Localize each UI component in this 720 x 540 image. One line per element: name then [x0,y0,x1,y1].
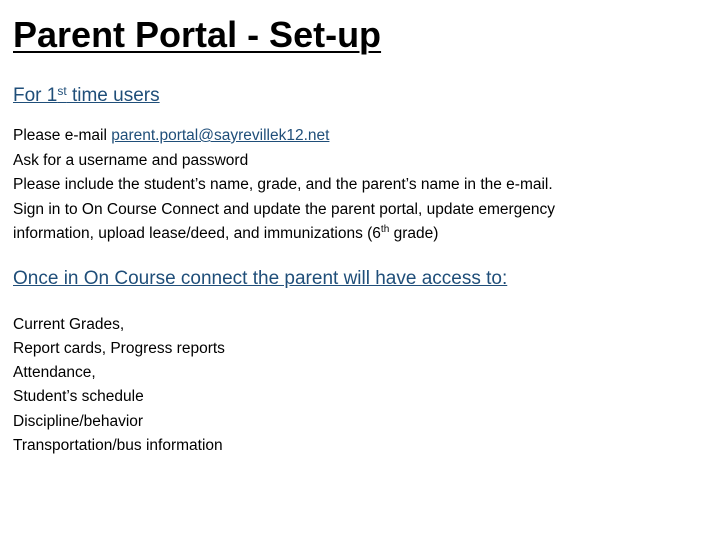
first-time-users-heading [13,84,703,108]
update-info-prefix: information, upload lease/deed, and immunizations (6 [13,225,381,242]
email-link[interactable]: parent.portal@sayrevillek12.net [111,127,330,144]
email-instruction-line [13,124,703,149]
access-item-attendance: Attendance, [13,364,96,382]
access-item-schedule: Student’s schedule [13,388,144,406]
email-instruction-prefix: Please e-mail [13,127,112,144]
slide [13,14,703,474]
update-info-line [13,222,703,247]
include-info-line: Please include the student’s name, grade, and the parent’s name in the e-mail. [13,176,553,193]
grade-superscript: th [380,224,390,235]
first-time-suffix: time users [66,85,160,106]
instructions-block [13,124,703,247]
access-item-report-cards: Report cards, Progress reports [13,339,225,357]
access-list [13,313,703,459]
update-info-suffix: grade) [389,225,439,242]
first-time-prefix: For 1 [13,85,58,106]
first-time-superscript: st [57,84,67,98]
access-item-current-grades: Current Grades, [13,315,125,333]
access-item-discipline: Discipline/behavior [13,412,144,430]
username-instruction-line: Ask for a username and password [13,151,249,169]
access-item-transportation: Transportation/bus information [13,436,223,454]
access-heading: Once in On Course connect the parent will have access to: [13,267,508,289]
page-title: Parent Portal - Set-up [13,14,382,55]
sign-in-line: Sign in to On Course Connect and update the parent portal, update emergency [13,200,555,218]
